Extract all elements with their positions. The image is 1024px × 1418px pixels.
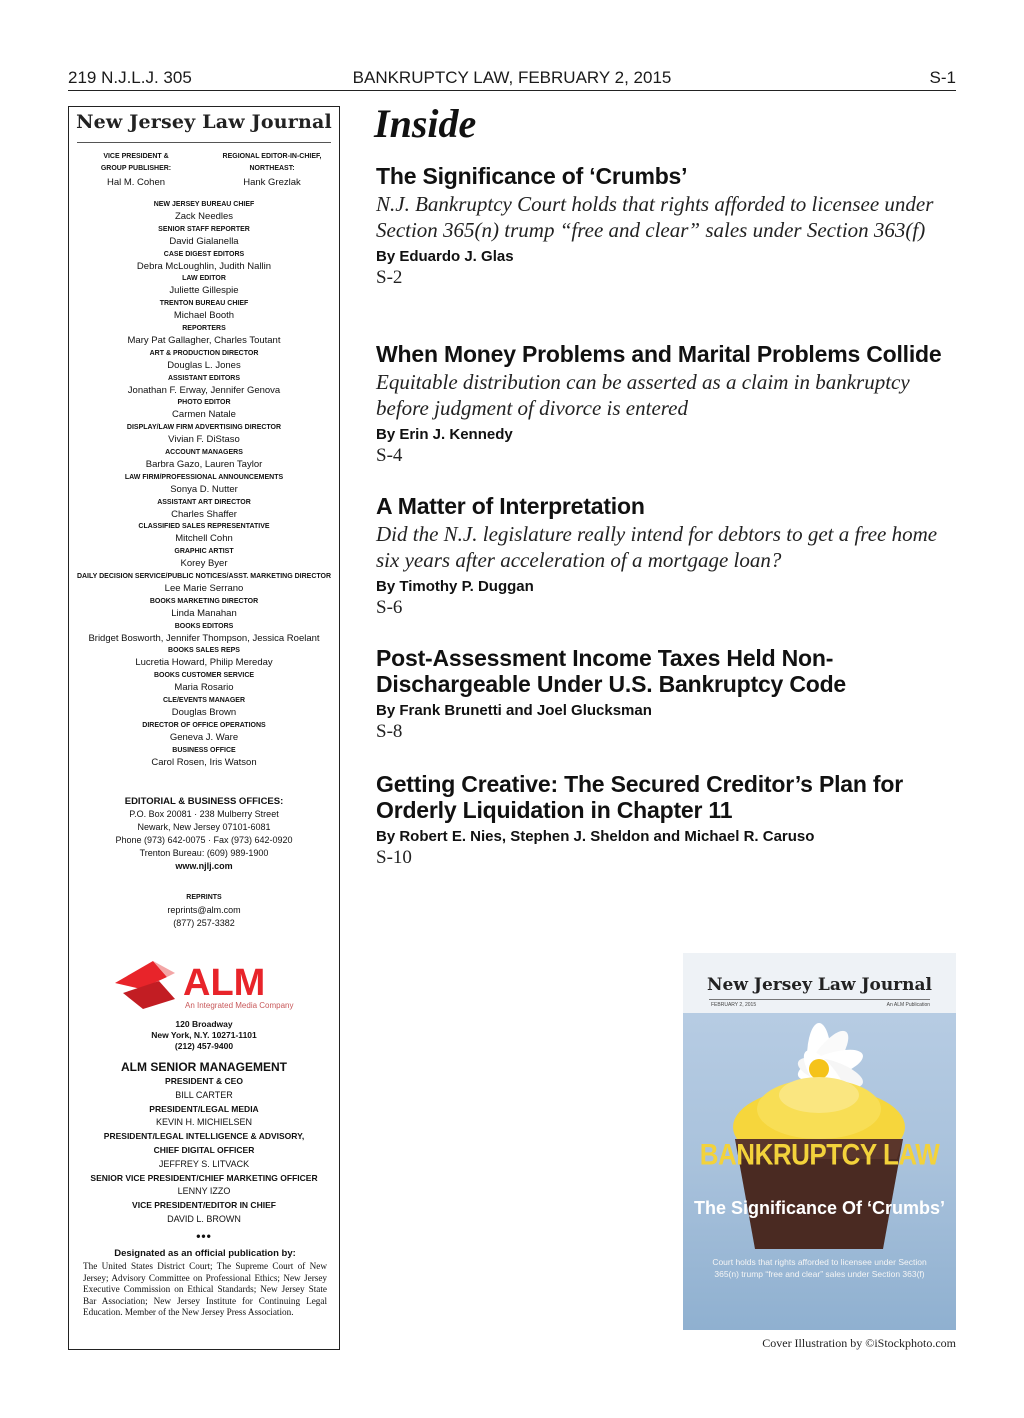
staff-name: Charles Shaffer [171,508,237,520]
staff-role: BOOKS CUSTOMER SERVICE [153,672,255,680]
section-title: BANKRUPTCY LAW, FEBRUARY 2, 2015 [352,68,672,87]
staff-role: BOOKS EDITORS [174,622,234,630]
reprints-email[interactable]: reprints@alm.com [167,905,241,915]
official-publication [83,1247,327,1319]
staff-name: Carmen Natale [172,409,236,421]
publisher-role: VICE PRESIDENT & [103,153,169,160]
staff-name: Carol Rosen, Iris Watson [151,756,257,768]
staff-name: Linda Manahan [171,607,237,619]
article-title: Getting Creative: The Secured Creditor’s Plan for Orderly Liquidation in Chapter 11 [376,771,903,823]
masthead-divider [77,142,331,143]
citation: 219 N.J.L.J. 305 [68,68,192,87]
staff-role: LAW FIRM/PROFESSIONAL ANNOUNCEMENTS [124,473,284,481]
alm-tagline: An Integrated Media Company [185,1001,294,1010]
page-number: S-1 [929,68,956,87]
staff-name: Bridget Bosworth, Jennifer Thompson, Jessica Roelant [88,632,320,644]
reprints-block [69,891,339,930]
staff-name: Zack Needles [174,211,234,222]
article-byline: By Frank Brunetti and Joel Glucksman [376,702,652,719]
staff-role: GRAPHIC ARTIST [174,548,234,556]
reprints-phone: (877) 257-3382 [173,918,235,928]
article-item[interactable] [376,163,956,289]
article-title: Post-Assessment Income Taxes Held Non-Dischargeable Under U.S. Bankruptcy Code [376,645,847,697]
management-role: SENIOR VICE PRESIDENT/CHIEF MARKETING OFFICER [90,1172,318,1183]
article-page: S-8 [376,721,403,742]
senior-management [69,1059,339,1227]
management-role: PRESIDENT/LEGAL INTELLIGENCE & ADVISORY, [103,1131,305,1142]
cover-date: FEBRUARY 2, 2015 [711,1002,757,1008]
staff-role: REPORTERS [182,324,226,332]
staff-role: CASE DIGEST EDITORS [163,250,245,258]
staff-name: Sonya D. Nutter [170,483,238,495]
staff-role: CLASSIFIED SALES REPRESENTATIVE [138,523,270,531]
alm-address [69,1019,339,1052]
running-header [68,68,956,91]
management-name: KEVIN H. MICHIELSEN [155,1117,253,1128]
staff-role: SENIOR STAFF REPORTER [158,225,250,233]
editor-role: REGIONAL EDITOR-IN-CHIEF, [222,153,322,160]
staff-name: David Gialanella [169,235,239,247]
article-item[interactable] [376,645,956,743]
staff-role: DISPLAY/LAW FIRM ADVERTISING DIRECTOR [126,424,282,432]
cover-section: BANKRUPTCY LAW [699,1136,940,1172]
staff-role: TRENTON BUREAU CHIEF [159,300,249,308]
publisher-block [71,151,201,189]
staff-name: Geneva J. Ware [169,731,239,743]
editor-name: Hank Grezlak [243,177,301,188]
staff-role: BOOKS MARKETING DIRECTOR [149,597,259,605]
cover-subhead: Court holds that rights afforded to licensee under Section 365(n) trump “free and clear” sales under Section 363(f) [712,1257,927,1279]
staff-name: Korey Byer [180,558,228,570]
cover-headline: The Significance Of ‘Crumbs’ [693,1198,946,1218]
article-deck: Did the N.J. legislature really intend for debtors to get a free home six years after acceleration of a mortgage loan? [376,522,938,572]
staff-name: Vivian F. DiStaso [168,434,240,446]
management-name: JEFFREY S. LITVACK [158,1158,250,1169]
management-heading: ALM SENIOR MANAGEMENT [121,1060,287,1074]
management-name: LENNY IZZO [177,1186,231,1197]
article-item[interactable] [376,341,956,467]
management-role: PRESIDENT & CEO [165,1076,243,1086]
staff-role: BUSINESS OFFICE [172,746,236,754]
article-page: S-6 [376,597,403,618]
staff-name: Barbra Gazo, Lauren Taylor [145,458,263,470]
office-phone: Phone (973) 642-0075 · Fax (973) 642-0920 [115,835,293,845]
management-name: BILL CARTER [175,1089,233,1100]
staff-role: ACCOUNT MANAGERS [165,448,243,456]
cover-rule [709,999,930,1000]
alm-logo [113,959,303,1011]
staff-role: DAILY DECISION SERVICE/PUBLIC NOTICES/ASST. MARKETING DIRECTOR [76,572,332,580]
staff-name: Douglas Brown [171,706,237,718]
management-role: CHIEF DIGITAL OFFICER [153,1144,255,1155]
staff-role: ASSISTANT EDITORS [167,374,241,382]
article-byline: By Robert E. Nies, Stephen J. Sheldon and Michael R. Caruso [376,828,815,845]
staff-role: LAW EDITOR [182,275,226,283]
alm-phone: (212) 457-9400 [174,1041,234,1051]
article-item[interactable] [376,493,956,619]
article-page: S-10 [376,847,412,868]
article-byline: By Eduardo J. Glas [376,248,514,265]
separator-dots: ••• [196,1229,212,1243]
website-link[interactable]: www.njlj.com [175,861,233,871]
trenton-bureau-phone: Trenton Bureau: (609) 989-1900 [139,848,269,858]
staff-name: Lee Marie Serrano [164,582,244,594]
office-address-line: P.O. Box 20081 · 238 Mulberry Street [129,809,279,819]
staff-role: PHOTO EDITOR [177,399,231,407]
reprints-heading: REPRINTS [186,894,222,901]
article-title: A Matter of Interpretation [376,493,645,519]
publisher-role: GROUP PUBLISHER: [100,165,172,172]
staff-role: BOOKS SALES REPS [168,647,240,655]
management-name: DAVID L. BROWN [167,1213,241,1224]
masthead-title: New Jersey Law Journal [76,111,332,133]
cover-publication: An ALM Publication [886,1002,930,1008]
staff-role: ART & PRODUCTION DIRECTOR [149,349,259,357]
cover-masthead: New Jersey Law Journal [707,975,932,995]
masthead-box [68,106,340,1350]
editor-in-chief-block [207,151,337,189]
staff-name: Juliette Gillespie [169,285,239,297]
article-deck: N.J. Bankruptcy Court holds that rights afforded to licensee under Section 365(n) trump “free and clear” sales under Section 363(f) [376,192,934,242]
inside-heading: Inside [374,101,477,146]
alm-city: New York, N.Y. 10271-1101 [151,1030,257,1040]
article-page: S-4 [376,445,403,466]
staff-name: Mary Pat Gallagher, Charles Toutant [127,334,281,346]
office-address-line: Newark, New Jersey 07101-6081 [137,822,271,832]
staff-role: DIRECTOR OF OFFICE OPERATIONS [142,721,266,729]
staff-name: Mitchell Cohn [175,533,233,545]
editorial-offices [69,795,339,873]
staff-role: ASSISTANT ART DIRECTOR [157,498,251,506]
official-heading: Designated as an official publication by: [114,1248,296,1259]
staff-name: Michael Booth [173,310,235,322]
staff-role: CLE/EVENTS MANAGER [162,696,246,704]
staff-list [69,199,339,769]
management-role: VICE PRESIDENT/EDITOR IN CHIEF [132,1200,276,1211]
article-title: When Money Problems and Marital Problems Collide [376,341,942,367]
staff-name: Maria Rosario [174,682,234,694]
alm-logo-text: ALM [183,962,266,1004]
editor-role: NORTHEAST: [249,165,295,172]
article-byline: By Timothy P. Duggan [376,578,534,595]
article-deck: Equitable distribution can be asserted as a claim in bankruptcy before judgment of divorce is entered [376,370,910,420]
staff-role: NEW JERSEY BUREAU CHIEF [153,201,255,208]
article-item[interactable] [376,771,956,869]
official-body: The United States District Court; The Supreme Court of New Jersey; Advisory Committee on Professional Ethics; New Jersey Executive Commission on Ethical Standards; New Jersey State Bar Association; New Jersey Institute for Continuing Legal Education. Member of the New Jersey Press Association. [83,1261,327,1318]
management-role: PRESIDENT/LEGAL MEDIA [149,1103,259,1114]
staff-name: Douglas L. Jones [167,359,241,371]
article-page: S-2 [376,267,403,288]
staff-name: Jonathan F. Erway, Jennifer Genova [127,384,281,396]
article-title: The Significance of ‘Crumbs’ [376,163,688,189]
staff-name: Lucretia Howard, Philip Mereday [135,657,273,669]
publisher-name: Hal M. Cohen [106,177,166,188]
article-byline: By Erin J. Kennedy [376,426,513,443]
cover-credit: Cover Illustration by ©iStockphoto.com [762,1336,956,1350]
cover-illustration [683,953,956,1330]
offices-heading: EDITORIAL & BUSINESS OFFICES: [124,796,284,807]
staff-name: Debra McLoughlin, Judith Nallin [136,260,272,272]
alm-street: 120 Broadway [175,1019,233,1029]
